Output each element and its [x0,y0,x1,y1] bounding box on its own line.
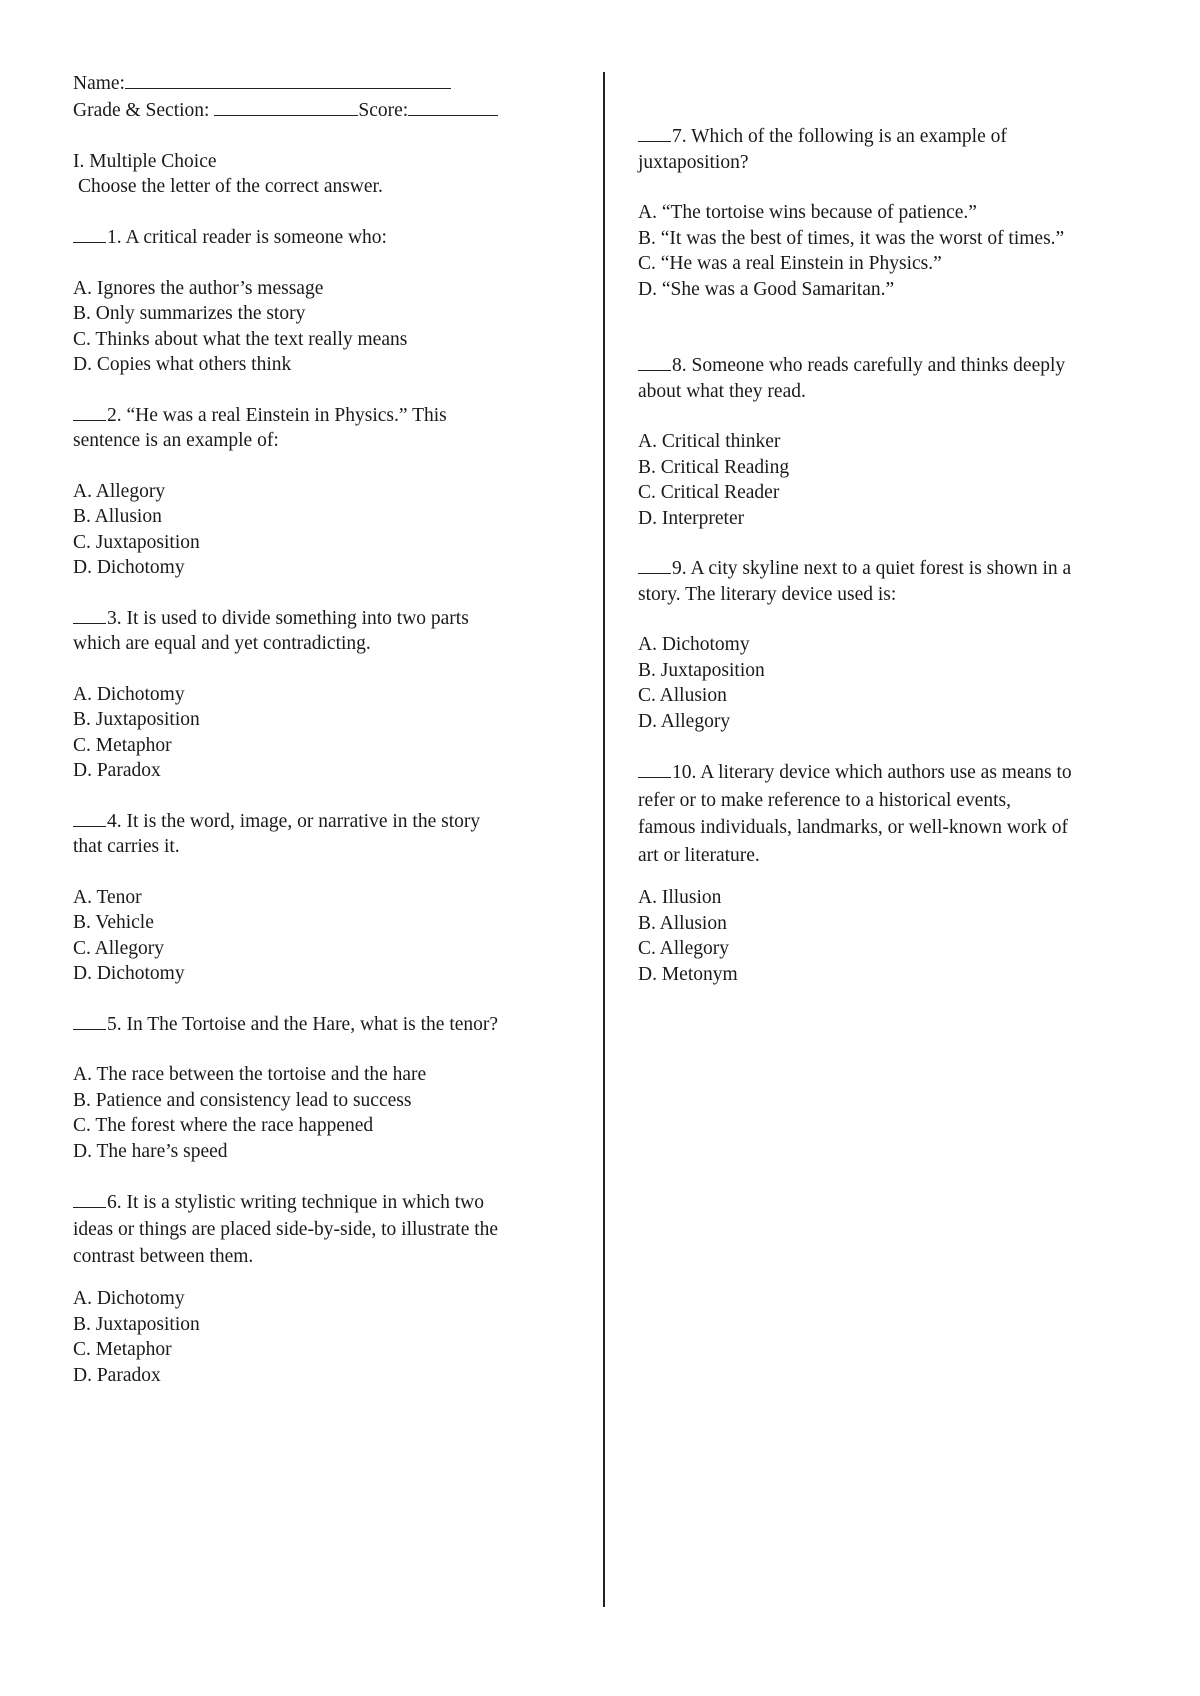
question-6 [73,1189,573,1388]
option: B. Juxtaposition [73,709,200,730]
section-instructions: Choose the letter of the correct answer. [78,176,383,197]
option: D. Interpreter [638,507,745,529]
right-column [638,124,1138,1012]
answer-blank[interactable] [73,1013,106,1030]
question-5 [73,1012,573,1165]
option: C. Allegory [73,937,164,959]
question-10 [638,759,1138,987]
question-stem: 6. It is a stylistic writing technique in which two ideas or things are placed side-by-side, to illustrate the contrast between them. [73,1192,499,1267]
answer-blank[interactable] [73,607,106,624]
question-stem: 2. “He was a real Einstein in Physics.” This sentence is an example of: [73,404,447,451]
option: C. Metaphor [73,734,172,756]
option: B. Juxtaposition [73,1313,200,1335]
option: A. Illusion [638,887,722,908]
question-stem: 9. A city skyline next to a quiet forest is shown in a story. The literary device used is: [638,558,1072,605]
option: A. Dichotomy [73,1288,185,1309]
column-divider [603,72,605,1607]
answer-blank[interactable] [73,226,106,243]
option: D. Paradox [73,760,161,781]
question-1 [73,225,573,378]
section-title: I. Multiple Choice [73,150,217,172]
option: D. Dichotomy [73,557,185,578]
option: B. Only summarizes the story [73,303,306,324]
option: D. Copies what others think [73,354,292,375]
answer-blank[interactable] [638,354,671,371]
grade-section-blank[interactable] [214,97,358,116]
option: C. Allegory [638,938,729,959]
option: C. Thinks about what the text really means [73,328,408,350]
answer-blank[interactable] [73,404,106,421]
score-label: Score: [358,99,409,121]
question-2 [73,403,573,581]
question-stem: 10. A literary device which authors use as means to refer or to make reference to a historical events, famous individuals, landmarks, or well-known work of art or literature. [638,762,1072,866]
option: A. Tenor [73,886,142,908]
option: C. The forest where the race happened [73,1115,374,1136]
question-stem: 8. Someone who reads carefully and thinks deeply about what they read. [638,355,1066,402]
option: D. Metonym [638,963,738,985]
option: D. Paradox [73,1364,161,1386]
option: C. Allusion [638,685,727,706]
option: C. “He was a real Einstein in Physics.” [638,253,942,274]
option: A. Ignores the author’s message [73,277,324,299]
answer-blank[interactable] [638,557,671,574]
answer-blank[interactable] [73,1191,106,1208]
option: B. Patience and consistency lead to success [73,1089,412,1111]
option: A. Dichotomy [73,683,185,705]
option: B. “It was the best of times, it was the worst of times.” [638,227,1065,249]
option: D. Dichotomy [73,963,185,984]
question-stem: 1. A critical reader is someone who: [73,225,573,251]
score-blank[interactable] [408,97,498,116]
option: C. Critical Reader [638,482,780,503]
left-column [73,70,573,1413]
option: B. Juxtaposition [638,659,765,681]
option: B. Vehicle [73,912,154,933]
option: A. The race between the tortoise and the hare [73,1064,427,1085]
answer-blank[interactable] [638,761,671,778]
question-stem: 7. Which of the following is an example of juxtaposition? [638,126,1007,173]
answer-blank[interactable] [638,125,671,142]
grade-score-field [73,97,573,124]
question-3 [73,606,573,784]
question-stem: 4. It is the word, image, or narrative in the story that carries it. [73,810,481,857]
option: D. “She was a Good Samaritan.” [638,278,895,300]
question-stem: 3. It is used to divide something into two parts which are equal and yet contradicting. [73,607,469,654]
option: B. Critical Reading [638,456,790,478]
question-stem: 5. In The Tortoise and the Hare, what is the tenor? [73,1012,573,1038]
grade-section-label: Grade & Section: [73,99,210,121]
option: D. Allegory [638,710,731,732]
question-4 [73,809,573,987]
option: B. Allusion [73,506,162,527]
name-label: Name: [73,73,125,94]
question-8 [638,353,1138,531]
name-blank[interactable] [125,70,451,89]
option: D. The hare’s speed [73,1140,228,1162]
question-9 [638,556,1138,734]
answer-blank[interactable] [73,810,106,827]
option: B. Allusion [638,912,727,934]
option: A. Allegory [73,480,166,502]
question-7 [638,124,1138,302]
name-field [73,70,573,97]
option: C. Metaphor [73,1339,172,1360]
option: C. Juxtaposition [73,531,200,553]
option: A. Dichotomy [638,634,750,655]
option: A. “The tortoise wins because of patience.” [638,202,977,223]
option: A. Critical thinker [638,431,781,452]
